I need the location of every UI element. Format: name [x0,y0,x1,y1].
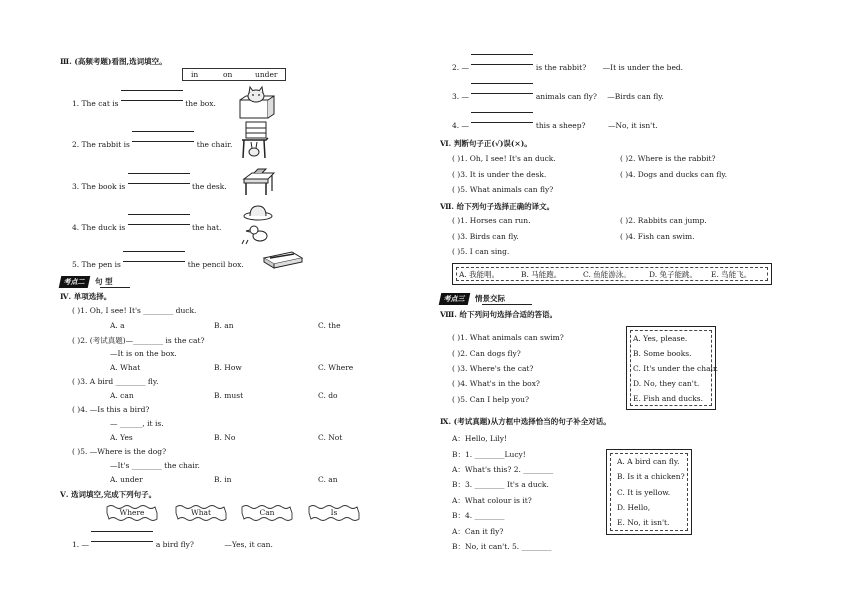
word-card: Can [239,504,295,522]
answer-blank[interactable] [471,60,533,70]
answer-blank[interactable] [91,537,153,547]
answer-blank[interactable] [471,118,533,128]
cat-in-box-picture [236,84,276,122]
match-item[interactable]: ( )3. Where's the cat? [452,364,534,373]
kaodian-3-heading: 考点三 情景交际 [440,293,505,304]
option-text: A. 我能唱。 [459,270,500,279]
word-option: in [191,70,199,79]
mc-question: ( )3. A bird ________ fly. [72,377,159,386]
translate-item[interactable]: ( )1. Horses can run. [452,216,531,225]
mc-option[interactable]: A. under [110,475,143,484]
word-card: Where [104,504,160,522]
mc-question: ( )1. Oh, I see! It's ________ duck. [72,306,197,315]
option-text: D. Hello, [617,503,651,512]
dialogue-line: A：Hello, Lily! [452,434,508,443]
mc-question: ( )5. —Where is the dog? [72,447,167,456]
mc-option[interactable]: C. an [318,475,338,484]
answer-blank[interactable] [128,220,190,230]
match-item[interactable]: ( )1. What animals can swim? [452,333,564,342]
judge-item[interactable]: ( )3. It is under the desk. [452,170,547,179]
judge-item[interactable]: ( )2. Where is the rabbit? [620,154,716,163]
dialogue-options-box [606,449,692,535]
section-8-title: Ⅷ. 给下列问句选择合适的答语。 [440,310,557,319]
translate-item[interactable]: ( )4. Fish can swim. [620,232,695,241]
answer-blank[interactable] [471,89,533,99]
judge-item[interactable]: ( )4. Dogs and ducks can fly. [620,170,727,179]
option-text: D. 兔子能跳。 [649,270,698,279]
word-box [182,68,286,81]
option-text: C. It is yellow. [617,488,671,497]
answer-blank[interactable] [128,179,190,189]
pen-in-pencil-box-picture [262,248,304,272]
option-text: E. No, it isn't. [617,518,670,527]
answer-blank[interactable] [121,96,183,106]
fill-item: 3. The book is the desk. [72,179,227,191]
match-item[interactable]: ( )4. What's in the box? [452,379,540,388]
fill-item: 1. The cat is the box. [72,96,216,108]
mc-option[interactable]: C. the [318,321,341,330]
dialogue-line[interactable]: B：No, it can't. 5. ________ [452,542,552,551]
translate-item[interactable]: ( )3. Birds can fly. [452,232,519,241]
option-text: D. No, they can't. [633,379,700,388]
judge-item[interactable]: ( )5. What animals can fly? [452,185,554,194]
section-6-title: Ⅵ. 判断句子正(√)误(×)。 [440,139,532,148]
section-7-title: Ⅶ. 给下列句子选择正确的译文。 [440,202,555,211]
option-text: B. Is it a chicken? [617,472,685,481]
fill-item: 2. — is the rabbit? —It is under the bed. [452,60,683,72]
match-item[interactable]: ( )5. Can I help you? [452,395,530,404]
answer-blank[interactable] [123,257,185,267]
mc-question-line: —It is on the box. [110,349,177,358]
section-4-title: Ⅳ. 单项选择。 [60,292,112,301]
word-card: What [173,504,229,522]
dialogue-line[interactable]: A：What's this? 2. ________ [452,465,554,474]
fill-item: 3. — animals can fly? —Birds can fly. [452,89,664,101]
translation-options-box [452,263,772,285]
mc-option[interactable]: B. No [214,433,236,442]
mc-option[interactable]: B. in [214,475,232,484]
answer-blank[interactable] [132,137,194,147]
mc-option[interactable]: B. How [214,363,242,372]
translate-item[interactable]: ( )5. I can sing. [452,247,510,256]
fill-item: 5. The pen is the pencil box. [72,257,244,269]
word-card: Is [306,504,362,522]
option-text: E. 鸟能飞。 [711,270,752,279]
dialogue-line: A：What colour is it? [452,496,532,505]
dialogue-line[interactable]: B：1. ________Lucy! [452,450,526,459]
mc-option[interactable]: A. What [110,363,141,372]
fill-item: 2. The rabbit is the chair. [72,137,232,149]
section-5-title: Ⅴ. 选词填空,完成下列句子。 [60,490,157,499]
mc-question-line: — ______, it is. [110,419,164,428]
duck-under-hat-picture [240,204,276,246]
option-text: E. Fish and ducks. [633,394,704,403]
translate-item[interactable]: ( )2. Rabbits can jump. [620,216,707,225]
option-text: A. A bird can fly. [617,457,680,466]
fill-item: 4. The duck is the hat. [72,220,221,232]
mc-option[interactable]: C. do [318,391,338,400]
mc-option[interactable]: C. Not [318,433,343,442]
option-text: C. It's under the chair. [633,364,719,373]
answer-options-box [626,326,719,410]
option-text: C. 鱼能游泳。 [583,270,631,279]
fill-item: 4. — this a sheep? —No, it isn't. [452,118,658,130]
mc-question-line: —It's ________ the chair. [110,461,200,470]
kaodian-2-heading: 考点二 句 型 [60,276,113,287]
mc-option[interactable]: B. an [214,321,234,330]
mc-option[interactable]: A. a [110,321,125,330]
option-text: A. Yes, please. [633,334,688,343]
option-text: B. 马能跑。 [521,270,562,279]
mc-option[interactable]: C. Where [318,363,354,372]
dialogue-line: A：Can it fly? [452,527,504,536]
dialogue-line[interactable]: B：4. ________ [452,511,505,520]
mc-option[interactable]: A. Yes [110,433,133,442]
mc-question: ( )4. —Is this a bird? [72,405,150,414]
judge-item[interactable]: ( )1. Oh, I see! It's an duck. [452,154,556,163]
dialogue-line[interactable]: B：3. ________ It's a duck. [452,480,549,489]
word-option: under [255,70,278,79]
rabbit-under-chair-picture [238,120,272,160]
section-9-title: Ⅸ. (考试真题)从方框中选择恰当的句子补全对话。 [440,417,611,426]
word-option: on [223,70,233,79]
match-item[interactable]: ( )2. Can dogs fly? [452,349,521,358]
fill-item: 1. — a bird fly? —Yes, it can. [72,537,273,549]
mc-question: ( )2. (考试真题)—________ is the cat? [72,336,205,345]
section-3-title: Ⅲ. (高频考题)看图,选词填空。 [60,57,167,66]
book-on-desk-picture [242,167,276,197]
option-text: B. Some books. [633,349,692,358]
mc-option[interactable]: A. can [110,391,134,400]
mc-option[interactable]: B. must [214,391,244,400]
